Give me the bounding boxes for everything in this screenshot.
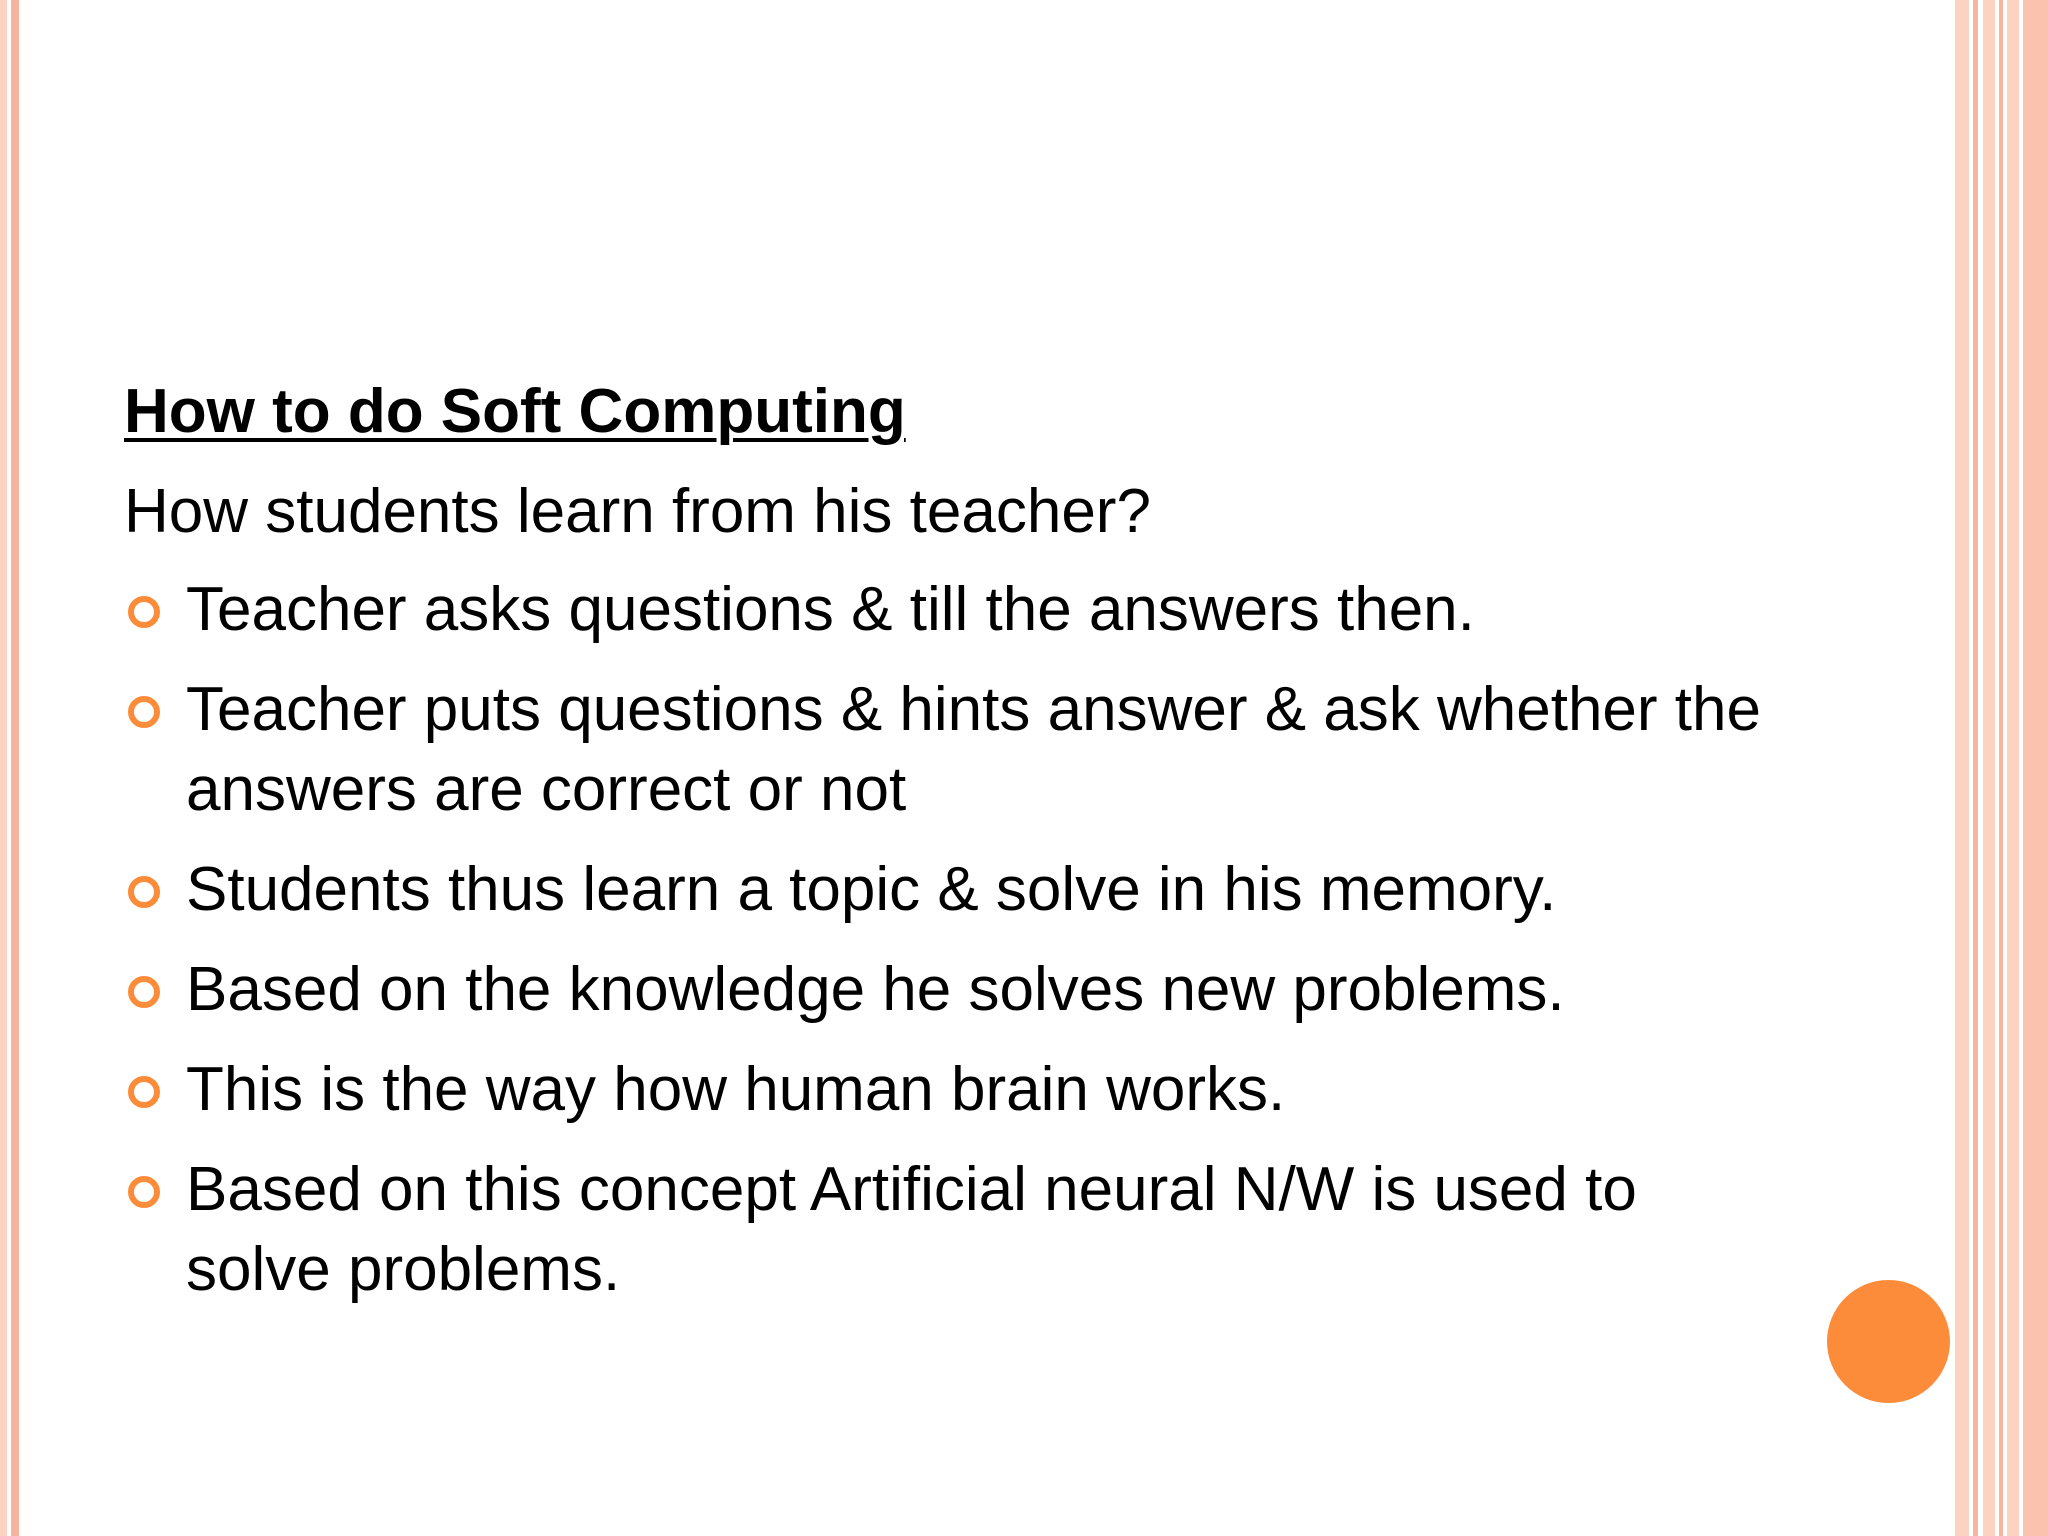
bullet-text: Teacher puts questions & hints answer & ask whether the answers are correct or not xyxy=(186,675,1761,824)
right-border-stripe xyxy=(1955,0,1969,1536)
hollow-circle-bullet-icon xyxy=(128,696,160,728)
hollow-circle-bullet-icon xyxy=(128,596,160,628)
hollow-circle-bullet-icon xyxy=(128,1176,160,1208)
bullet-item xyxy=(124,670,1764,830)
lead-question: How students learn from his teacher? xyxy=(124,477,1151,546)
hollow-circle-bullet-icon xyxy=(128,876,160,908)
left-border-stripe xyxy=(0,0,7,1536)
right-border-stripe-accent xyxy=(1999,0,2003,1536)
bullet-item xyxy=(124,1150,1764,1310)
right-border-stripe xyxy=(1983,0,1995,1536)
slide-content xyxy=(124,372,1764,1330)
left-border-stripe-accent xyxy=(11,0,19,1536)
bullet-text: This is the way how human brain works. xyxy=(186,1055,1286,1124)
slide-heading: How to do Soft Computing xyxy=(124,377,906,446)
bullet-text: Based on this concept Artificial neural N/W is used to solve problems. xyxy=(186,1155,1637,1304)
bullet-text: Students thus learn a topic & solve in his memory. xyxy=(186,855,1557,924)
right-border-stripe-edge xyxy=(2023,0,2048,1536)
bullet-item xyxy=(124,570,1764,650)
hollow-circle-bullet-icon xyxy=(128,1076,160,1108)
bullet-text: Based on the knowledge he solves new problems. xyxy=(186,955,1565,1024)
bullet-item xyxy=(124,1050,1764,1130)
bullet-list xyxy=(124,570,1764,1310)
bullet-text: Teacher asks questions & till the answers then. xyxy=(186,575,1475,644)
orange-circle-icon xyxy=(1827,1280,1950,1403)
bullet-item xyxy=(124,950,1764,1030)
hollow-circle-bullet-icon xyxy=(128,976,160,1008)
right-border-stripe xyxy=(2007,0,2019,1536)
right-border-stripe-accent xyxy=(1973,0,1978,1536)
bullet-item xyxy=(124,850,1764,930)
